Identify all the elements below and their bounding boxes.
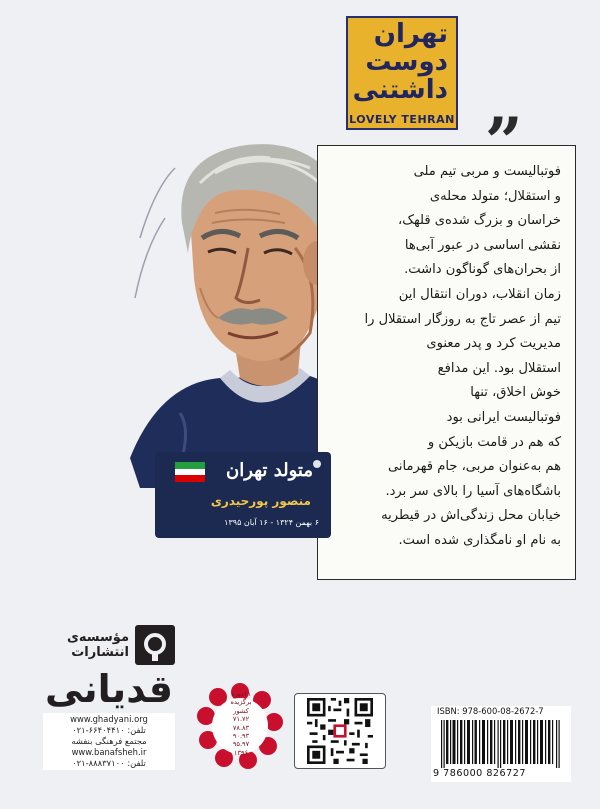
seal-line: کشور (233, 706, 249, 715)
bio-line: مدیریت کرد و پدر معنوی (426, 336, 561, 352)
tag-hole (313, 460, 321, 468)
bio-line: تیم از عصر تاج به روزگار استقلال را (364, 311, 561, 327)
logo-line-2: دوست (365, 47, 448, 77)
barcode-icon (439, 720, 563, 768)
bio-line: باشگاه‌های آسیا را بالای سر برد. (385, 483, 561, 499)
logo-line-3: داشتنی (352, 75, 448, 105)
qr-code-icon[interactable] (307, 698, 373, 764)
bio-line: هم به‌عنوان مربی، جام قهرمانی (387, 459, 561, 475)
seal-line: ۱۳۹۶ (233, 748, 249, 757)
barcode-digits: 9 786000 826727 (433, 768, 526, 779)
bio-line: خراسان و بزرگ شده‌ی قلهک، (398, 213, 561, 229)
series-logo (346, 16, 458, 130)
bio-line: خیابان محل زندگی‌اش در قیطریه (381, 508, 561, 524)
bio-line: خوش اخلاق، تنها (470, 385, 561, 401)
tag-title: متولد تهران (225, 460, 313, 481)
publisher-institute: مؤسسه‌ی (66, 630, 129, 645)
cultural-complex-phone: تلفن: ۸۸۸۳۷۱۰۰-۰۲۱ (72, 758, 146, 768)
publisher-logo-row (43, 625, 175, 665)
seal-line: ۹۵.۹۷ (232, 740, 250, 749)
bio-text (325, 160, 561, 554)
bio-line: از بحران‌های گوناگون داشت. (404, 262, 561, 278)
seal-line: ۷۱.۷۲ (232, 715, 250, 724)
logo-english: LOVELY TEHRAN (349, 113, 455, 126)
publisher-publishing: انتشارات (71, 645, 129, 660)
festival-seal-text (219, 690, 263, 757)
cultural-complex-website: www.banafsheh.ir (71, 747, 147, 757)
seal-line: ۹۰.۹۳ (232, 732, 250, 741)
logo-line-1: تهران (373, 19, 448, 49)
bio-line: نقشی اساسی در عبور آبی‌ها (404, 237, 561, 253)
bio-line: به نام او نامگذاری شده است. (398, 532, 561, 548)
barcode-block (431, 706, 571, 782)
tag-dates: ۶ بهمن ۱۳۲۴ - ۱۶ آبان ۱۳۹۵ (224, 518, 319, 527)
publisher-website: www.ghadyani.org (70, 714, 148, 724)
publisher-logo-icon (135, 625, 175, 665)
publisher-brand: قدیانی (44, 667, 174, 711)
bio-line: استقلال بود. این مدافع (437, 360, 561, 376)
publisher-block (43, 625, 175, 770)
seal-line: برگزیده (230, 698, 252, 707)
bio-line: زمان انقلاب، دوران انتقال این (398, 286, 561, 302)
seal-line: ۱۱دوره (231, 690, 251, 698)
iran-flag-icon (175, 462, 205, 482)
tag-person-name: منصور پورحیدری (210, 494, 311, 508)
cultural-complex: مجتمع فرهنگی بنفشه (71, 736, 147, 746)
bio-line: که هم در قامت بازیکن و (427, 434, 561, 450)
seal-line: ۷۸.۸۳ (232, 723, 250, 732)
bio-line: فوتبالیست و مربی تیم ملی (413, 164, 561, 179)
publisher-phone: تلفن: ۶۶۴۰۴۴۱۰-۰۲۱ (72, 725, 146, 735)
quote-mark: „ (486, 65, 524, 143)
publisher-names (67, 630, 129, 660)
bio-line: و استقلال؛ متولد محله‌ی (429, 188, 561, 204)
bio-line: فوتبالیست ایرانی بود (446, 409, 561, 425)
publisher-contact (43, 713, 175, 770)
isbn-label: ISBN: 978-600-08-2672-7 (437, 706, 544, 716)
qr-code-box[interactable] (294, 693, 386, 769)
name-tag (155, 452, 331, 538)
bio-panel (317, 145, 576, 580)
